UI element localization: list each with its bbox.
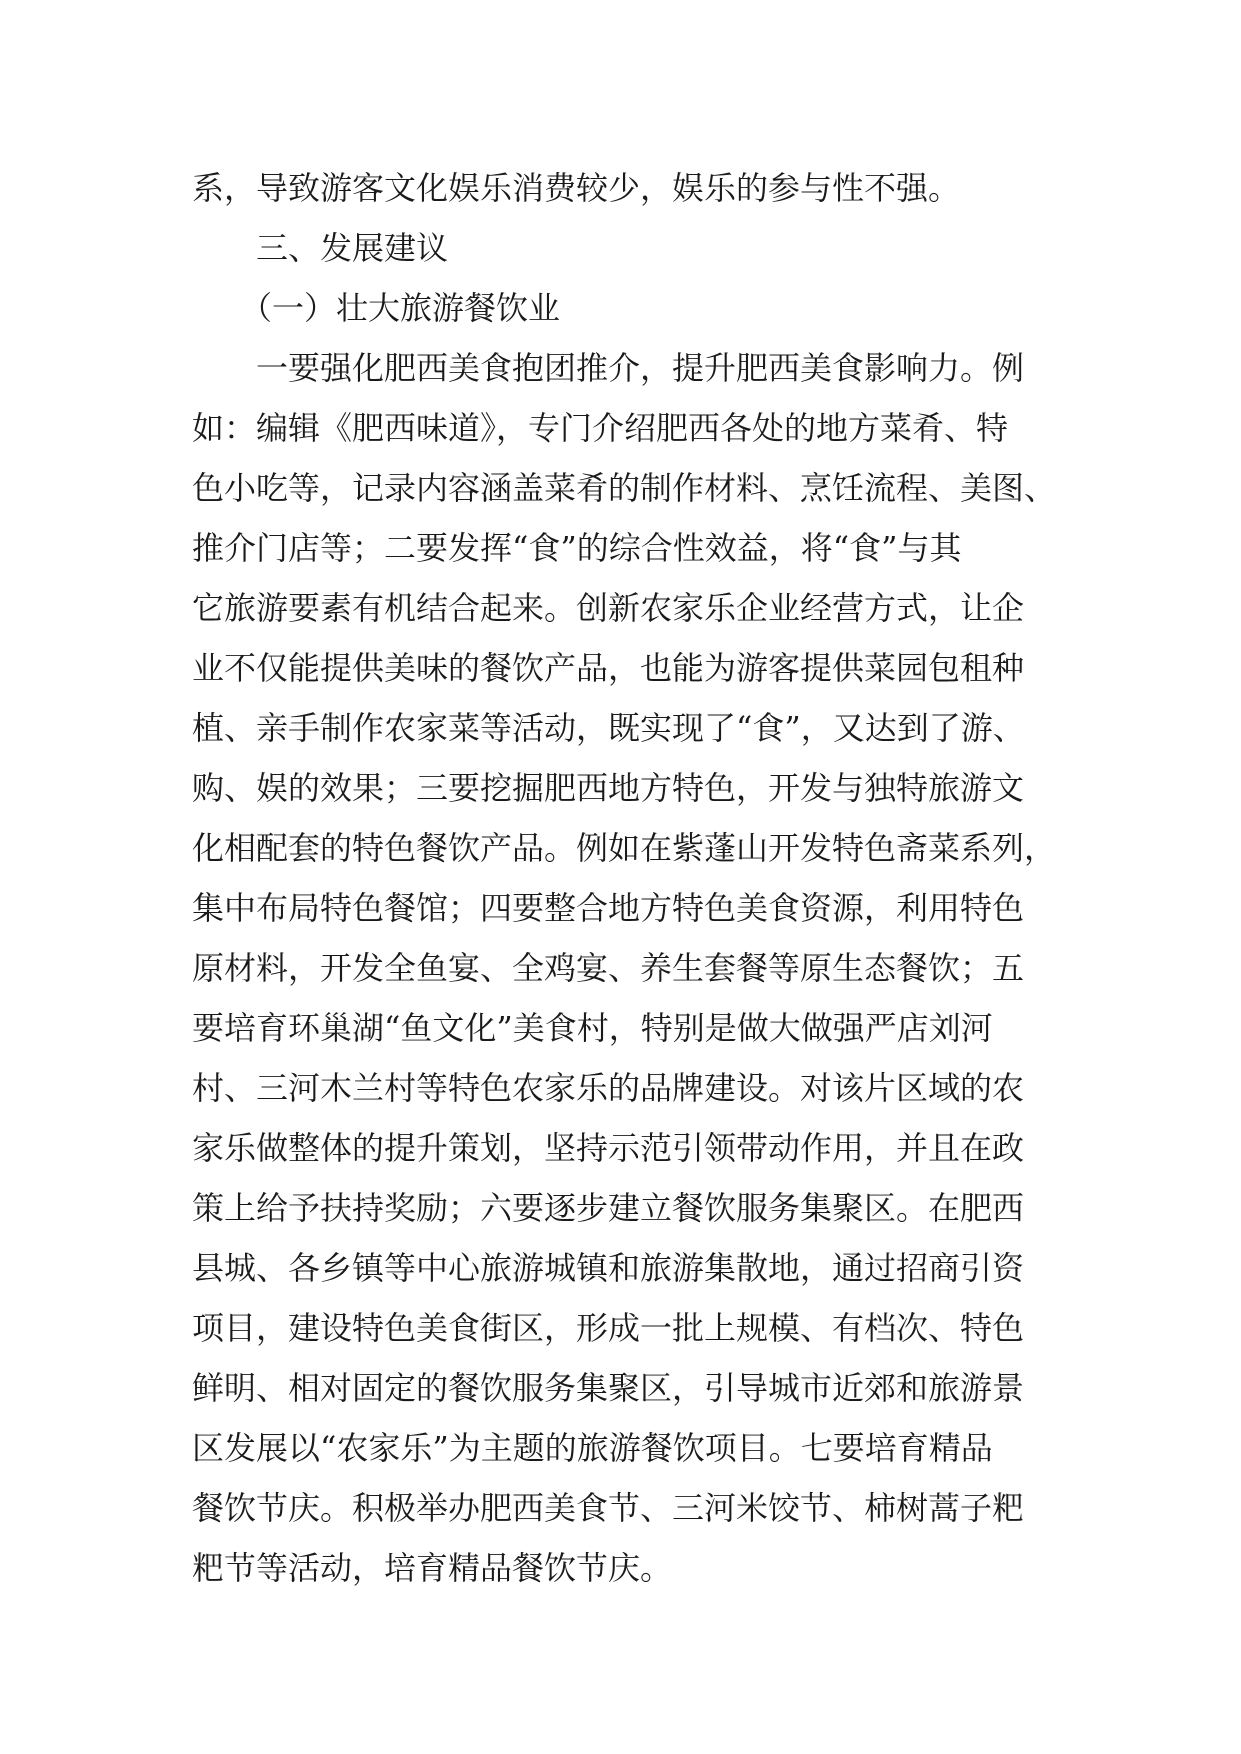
text-line: 它旅游要素有机结合起来。创新农家乐企业经营方式，让企 xyxy=(192,589,1025,627)
text-line: 策上给予扶持奖励；六要逐步建立餐饮服务集聚区。在肥西 xyxy=(192,1189,1025,1227)
text-line: 业不仅能提供美味的餐饮产品，也能为游客提供菜园包租种 xyxy=(192,649,1025,687)
text-line: 项目，建设特色美食街区，形成一批上规模、有档次、特色 xyxy=(192,1309,1025,1347)
text-line: 推介门店等；二要发挥“食”的综合性效益，将“食”与其 xyxy=(192,529,962,567)
text-line: 县城、各乡镇等中心旅游城镇和旅游集散地，通过招商引资 xyxy=(192,1249,1025,1287)
text-line: 色小吃等，记录内容涵盖菜肴的制作材料、烹饪流程、美图、 xyxy=(192,469,1057,507)
text-line: 集中布局特色餐馆；四要整合地方特色美食资源，利用特色 xyxy=(192,889,1025,927)
text-line: 区发展以“农家乐”为主题的旅游餐饮项目。七要培育精品 xyxy=(192,1429,993,1467)
text-line-final: 粑节等活动，培育精品餐饮节庆。 xyxy=(192,1549,673,1587)
text-line: 要培育环巢湖“鱼文化”美食村，特别是做大做强严店刘河 xyxy=(192,1009,993,1047)
text-line: 购、娱的效果；三要挖掘肥西地方特色，开发与独特旅游文 xyxy=(192,769,1025,807)
text-line: 餐饮节庆。积极举办肥西美食节、三河米饺节、柿树蒿子粑 xyxy=(192,1489,1025,1527)
text-line-continuation: 系，导致游客文化娱乐消费较少，娱乐的参与性不强。 xyxy=(192,169,961,207)
text-line: 一要强化肥西美食抱团推介，提升肥西美食影响力。例 xyxy=(192,349,1025,387)
text-line: 原材料，开发全鱼宴、全鸡宴、养生套餐等原生态餐饮；五 xyxy=(192,949,1025,987)
text-line: 家乐做整体的提升策划，坚持示范引领带动作用，并且在政 xyxy=(192,1129,1025,1167)
text-line: 村、三河木兰村等特色农家乐的品牌建设。对该片区域的农 xyxy=(192,1069,1025,1107)
subsection-heading: （一）壮大旅游餐饮业 xyxy=(192,289,561,327)
text-line: 鲜明、相对固定的餐饮服务集聚区，引导城市近郊和旅游景 xyxy=(192,1369,1025,1407)
text-line: 植、亲手制作农家菜等活动，既实现了“食”，又达到了游、 xyxy=(192,709,1025,747)
text-column xyxy=(192,158,1072,1598)
text-line: 化相配套的特色餐饮产品。例如在紫蓬山开发特色斋菜系列， xyxy=(192,829,1057,867)
section-heading: 三、发展建议 xyxy=(192,229,449,267)
text-line: 如：编辑《肥西味道》，专门介绍肥西各处的地方菜肴、特 xyxy=(192,409,1009,447)
